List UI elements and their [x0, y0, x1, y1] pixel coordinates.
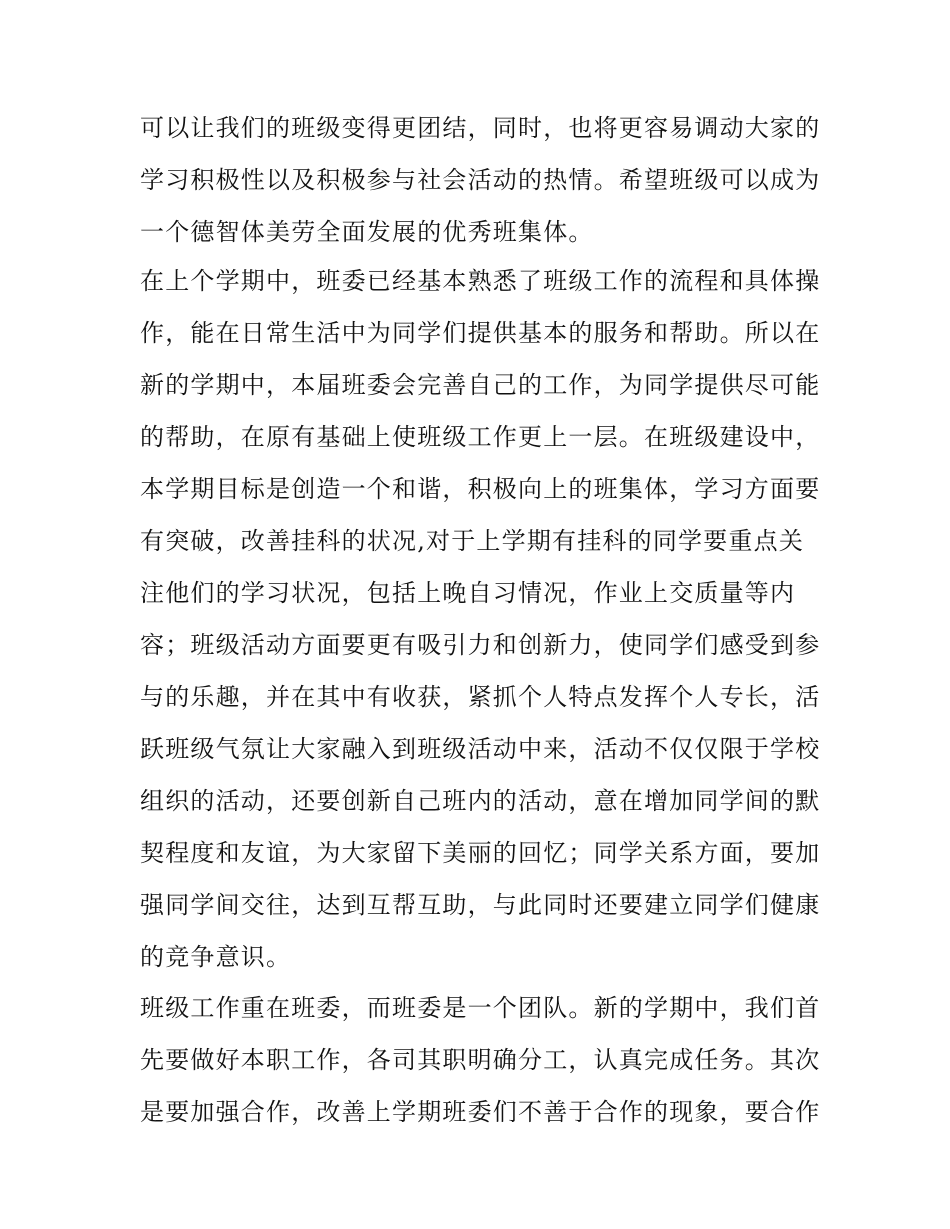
text-line: 先要做好本职工作，各司其职明确分工，认真完成任务。其次 — [140, 1046, 821, 1074]
text-line: 学习积极性以及积极参与社会活动的热情。希望班级可以成为 — [140, 166, 821, 194]
text-line: 跃班级气氛让大家融入到班级活动中来，活动不仅仅限于学校 — [140, 735, 821, 763]
text-line: 新的学期中，本届班委会完善自己的工作，为同学提供尽可能 — [140, 371, 821, 399]
text-line: 有突破，改善挂科的状况,对于上学期有挂科的同学要重点关 — [140, 527, 805, 555]
text-line: 容；班级活动方面要更有吸引力和创新力，使同学们感受到参 — [140, 631, 821, 659]
text-line: 在上个学期中，班委已经基本熟悉了班级工作的流程和具体操 — [140, 267, 821, 295]
text-line: 班级工作重在班委，而班委是一个团队。新的学期中，我们首 — [140, 994, 821, 1022]
text-line: 强同学间交往，达到互帮互助，与此同时还要建立同学们健康 — [140, 891, 821, 919]
text-line: 是要加强合作，改善上学期班委们不善于合作的现象，要合作 — [140, 1098, 821, 1126]
text-line: 的竞争意识。 — [140, 943, 292, 971]
text-line: 契程度和友谊，为大家留下美丽的回忆；同学关系方面，要加 — [140, 839, 821, 867]
text-line: 的帮助，在原有基础上使班级工作更上一层。在班级建设中， — [140, 423, 821, 451]
text-line: 作，能在日常生活中为同学们提供基本的服务和帮助。所以在 — [140, 319, 821, 347]
text-line: 本学期目标是创造一个和谐，积极向上的班集体，学习方面要 — [140, 475, 821, 503]
text-line: 可以让我们的班级变得更团结，同时，也将更容易调动大家的 — [140, 114, 821, 142]
text-line: 注他们的学习状况，包括上晚自习情况，作业上交质量等内 — [140, 579, 796, 607]
text-line: 与的乐趣，并在其中有收获，紧抓个人特点发挥个人专长，活 — [140, 683, 821, 711]
text-line: 组织的活动，还要创新自己班内的活动，意在增加同学间的默 — [140, 787, 821, 815]
text-line: 一个德智体美劳全面发展的优秀班集体。 — [140, 218, 594, 246]
